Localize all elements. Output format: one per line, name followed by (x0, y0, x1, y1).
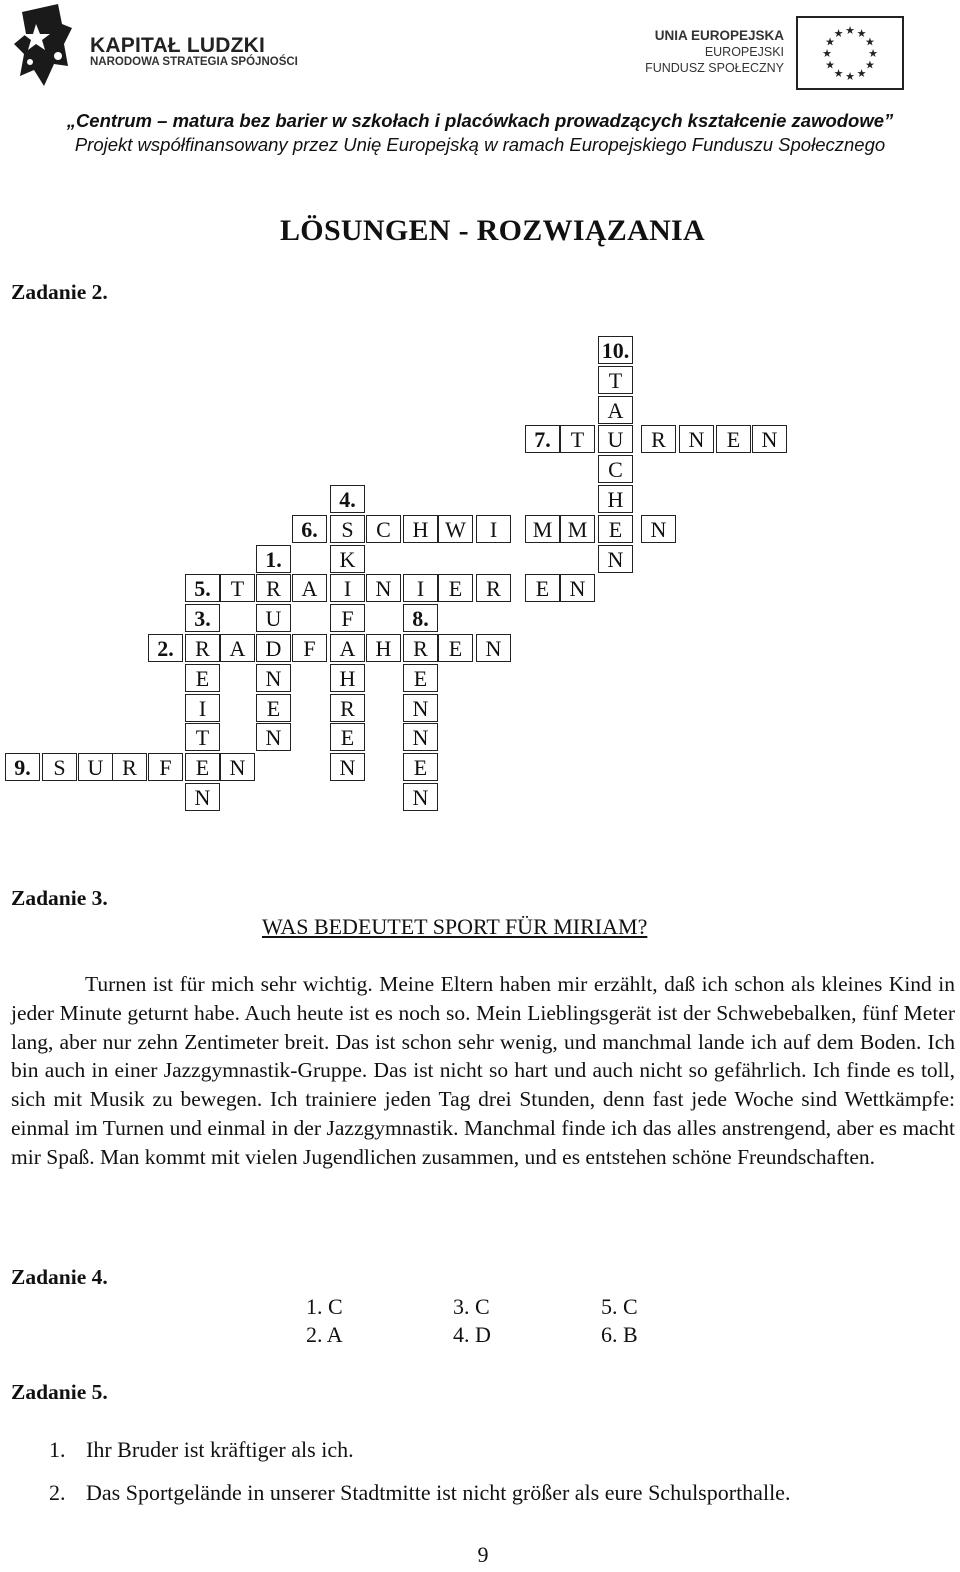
letter-cell: T (560, 425, 595, 453)
letter-cell: U (598, 425, 633, 453)
letter-cell: N (256, 723, 291, 751)
clue-number-cell: 3. (185, 604, 220, 632)
text-title: WAS BEDEUTET SPORT FÜR MIRIAM? (262, 914, 648, 939)
letter-cell: I (185, 694, 220, 722)
text-paragraph: Turnen ist für mich sehr wichtig. Meine Eltern haben mir erzählt, daß ich schon als kleines Kind in jeder Minute geturnt habe. Auch heute ist es noch so. Mein Lieblingsgerät ist der Schwebebalken, fünf Meter lang, aber nur zehn Zentimeter breit. Das ist schon sehr wenig, und manchmal lande ich auf dem Boden. Ich bin auch in einer Jazzgymnastik-Gruppe. Das ist nicht so hart und auch nicht so gefährlich. Ich finde es toll, sich mit Musik zu bewegen. Ich trainiere jeden Tag drei Stunden, denn fast jede Woche sind Wettkämpfe: einmal im Turnen und einmal in der Jazzgymnastik. Manchmal finde ich das alles anstrengend, aber es macht mir Spaß. Man kommt mit vielen Jugendlichen zusammen, und es entstehen schöne Freundschaften. (11, 972, 955, 1169)
letter-cell: E (256, 694, 291, 722)
eu-star-icon: ★ (833, 28, 844, 41)
letter-cell: E (403, 753, 438, 781)
sentence-item (49, 1480, 790, 1506)
letter-cell: S (42, 753, 77, 781)
letter-cell: F (330, 604, 365, 632)
letter-cell: E (438, 634, 473, 662)
letter-cell: R (476, 574, 511, 602)
letter-cell: T (185, 723, 220, 751)
letter-cell: E (525, 574, 560, 602)
logo-left-subtitle: NARODOWA STRATEGIA SPÓJNOŚCI (90, 56, 298, 68)
letter-cell: A (220, 634, 255, 662)
letter-cell: C (366, 515, 401, 543)
letter-cell: M (525, 515, 560, 543)
letter-cell: A (292, 574, 327, 602)
letter-cell: N (220, 753, 255, 781)
task2-heading: Zadanie 2. (11, 280, 108, 304)
letter-cell: U (256, 604, 291, 632)
letter-cell: E (185, 664, 220, 692)
logo-right-text (640, 28, 784, 76)
project-title: „Centrum – matura bez barier w szkołach i placówkach prowadzących kształcenie zawodowe” (66, 110, 894, 131)
letter-cell: E (330, 723, 365, 751)
letter-cell: R (330, 694, 365, 722)
letter-cell: T (598, 366, 633, 394)
clue-number-cell: 7. (525, 425, 560, 453)
letter-cell: I (476, 515, 511, 543)
task4-heading: Zadanie 4. (11, 1265, 108, 1289)
letter-cell: N (598, 545, 633, 573)
letter-cell: N (476, 634, 511, 662)
clue-number-cell: 9. (5, 753, 40, 781)
letter-cell: C (598, 455, 633, 483)
text-body (11, 970, 955, 1172)
letter-cell: E (403, 664, 438, 692)
letter-cell: N (403, 783, 438, 811)
eu-star-icon: ★ (864, 59, 875, 72)
letter-cell: N (560, 574, 595, 602)
letter-cell: E (185, 753, 220, 781)
eu-star-icon: ★ (868, 48, 878, 60)
letter-cell: H (598, 485, 633, 513)
letter-cell: F (292, 634, 327, 662)
logo-left-title: KAPITAŁ LUDZKI (90, 34, 266, 57)
eu-star-icon: ★ (856, 28, 867, 41)
letter-cell: H (403, 515, 438, 543)
letter-cell: S (330, 515, 365, 543)
letter-cell: R (112, 753, 147, 781)
letter-cell: R (256, 574, 291, 602)
letter-cell: T (220, 574, 255, 602)
clue-number-cell: 4. (330, 485, 365, 513)
answer-1: 1. C (306, 1294, 343, 1319)
letter-cell: E (716, 425, 751, 453)
eu-star-icon: ★ (845, 71, 855, 83)
answer-3: 3. C (453, 1294, 490, 1319)
letter-cell: M (560, 515, 595, 543)
eu-star-icon: ★ (845, 25, 855, 37)
eu-star-icon: ★ (825, 59, 836, 72)
sentence-number: 2. (49, 1480, 66, 1505)
letter-cell: N (403, 694, 438, 722)
task5-heading: Zadanie 5. (11, 1380, 108, 1404)
eu-flag-icon (796, 16, 904, 90)
letter-cell: H (330, 664, 365, 692)
letter-cell: N (679, 425, 714, 453)
clue-number-cell: 10. (598, 336, 633, 364)
letter-cell: N (403, 723, 438, 751)
task3-heading: Zadanie 3. (11, 886, 108, 910)
letter-cell: R (641, 425, 676, 453)
clue-number-cell: 1. (256, 545, 291, 573)
letter-cell: N (366, 574, 401, 602)
letter-cell: N (256, 664, 291, 692)
page-title: LÖSUNGEN - ROZWIĄZANIA (280, 214, 705, 247)
eu-star-icon: ★ (856, 67, 867, 80)
sentence-text: Das Sportgelände in unserer Stadtmitte ist nicht größer als eure Schulsporthalle. (86, 1480, 791, 1505)
logo-right-line2: EUROPEJSKI (704, 45, 784, 59)
letter-cell: F (148, 753, 183, 781)
page-number: 9 (477, 1542, 489, 1567)
letter-cell: E (598, 515, 633, 543)
letter-cell: N (641, 515, 676, 543)
clue-number-cell: 8. (403, 604, 438, 632)
sentence-text: Ihr Bruder ist kräftiger als ich. (86, 1437, 354, 1462)
letter-cell: W (438, 515, 473, 543)
eu-star-icon: ★ (833, 67, 844, 80)
letter-cell: R (185, 634, 220, 662)
answer-5: 5. C (601, 1294, 638, 1319)
kapital-ludzki-logo-icon (14, 4, 74, 88)
clue-number-cell: 6. (292, 515, 327, 543)
clue-number-cell: 2. (148, 634, 183, 662)
letter-cell: D (256, 634, 291, 662)
answer-2: 2. A (306, 1322, 343, 1347)
letter-cell: I (330, 574, 365, 602)
letter-cell: A (598, 396, 633, 424)
answer-6: 6. B (601, 1322, 638, 1347)
answer-4: 4. D (453, 1322, 491, 1347)
letter-cell: K (330, 545, 365, 573)
letter-cell: N (752, 425, 787, 453)
eu-star-icon: ★ (822, 48, 832, 60)
project-subtitle: Projekt współfinansowany przez Unię Europejską w ramach Europejskiego Funduszu Społecznego (74, 134, 886, 155)
letter-cell: U (78, 753, 113, 781)
sentence-item (49, 1437, 354, 1463)
letter-cell: I (403, 574, 438, 602)
letter-cell: E (438, 574, 473, 602)
logo-right-line1: UNIA EUROPEJSKA (654, 28, 784, 43)
sentence-number: 1. (49, 1437, 66, 1462)
letter-cell: A (330, 634, 365, 662)
letter-cell: H (366, 634, 401, 662)
letter-cell: N (185, 783, 220, 811)
eu-star-icon: ★ (825, 36, 836, 49)
letter-cell: N (330, 753, 365, 781)
clue-number-cell: 5. (185, 574, 220, 602)
eu-star-icon: ★ (864, 36, 875, 49)
logo-right-line3: FUNDUSZ SPOŁECZNY (645, 61, 784, 75)
letter-cell: R (403, 634, 438, 662)
